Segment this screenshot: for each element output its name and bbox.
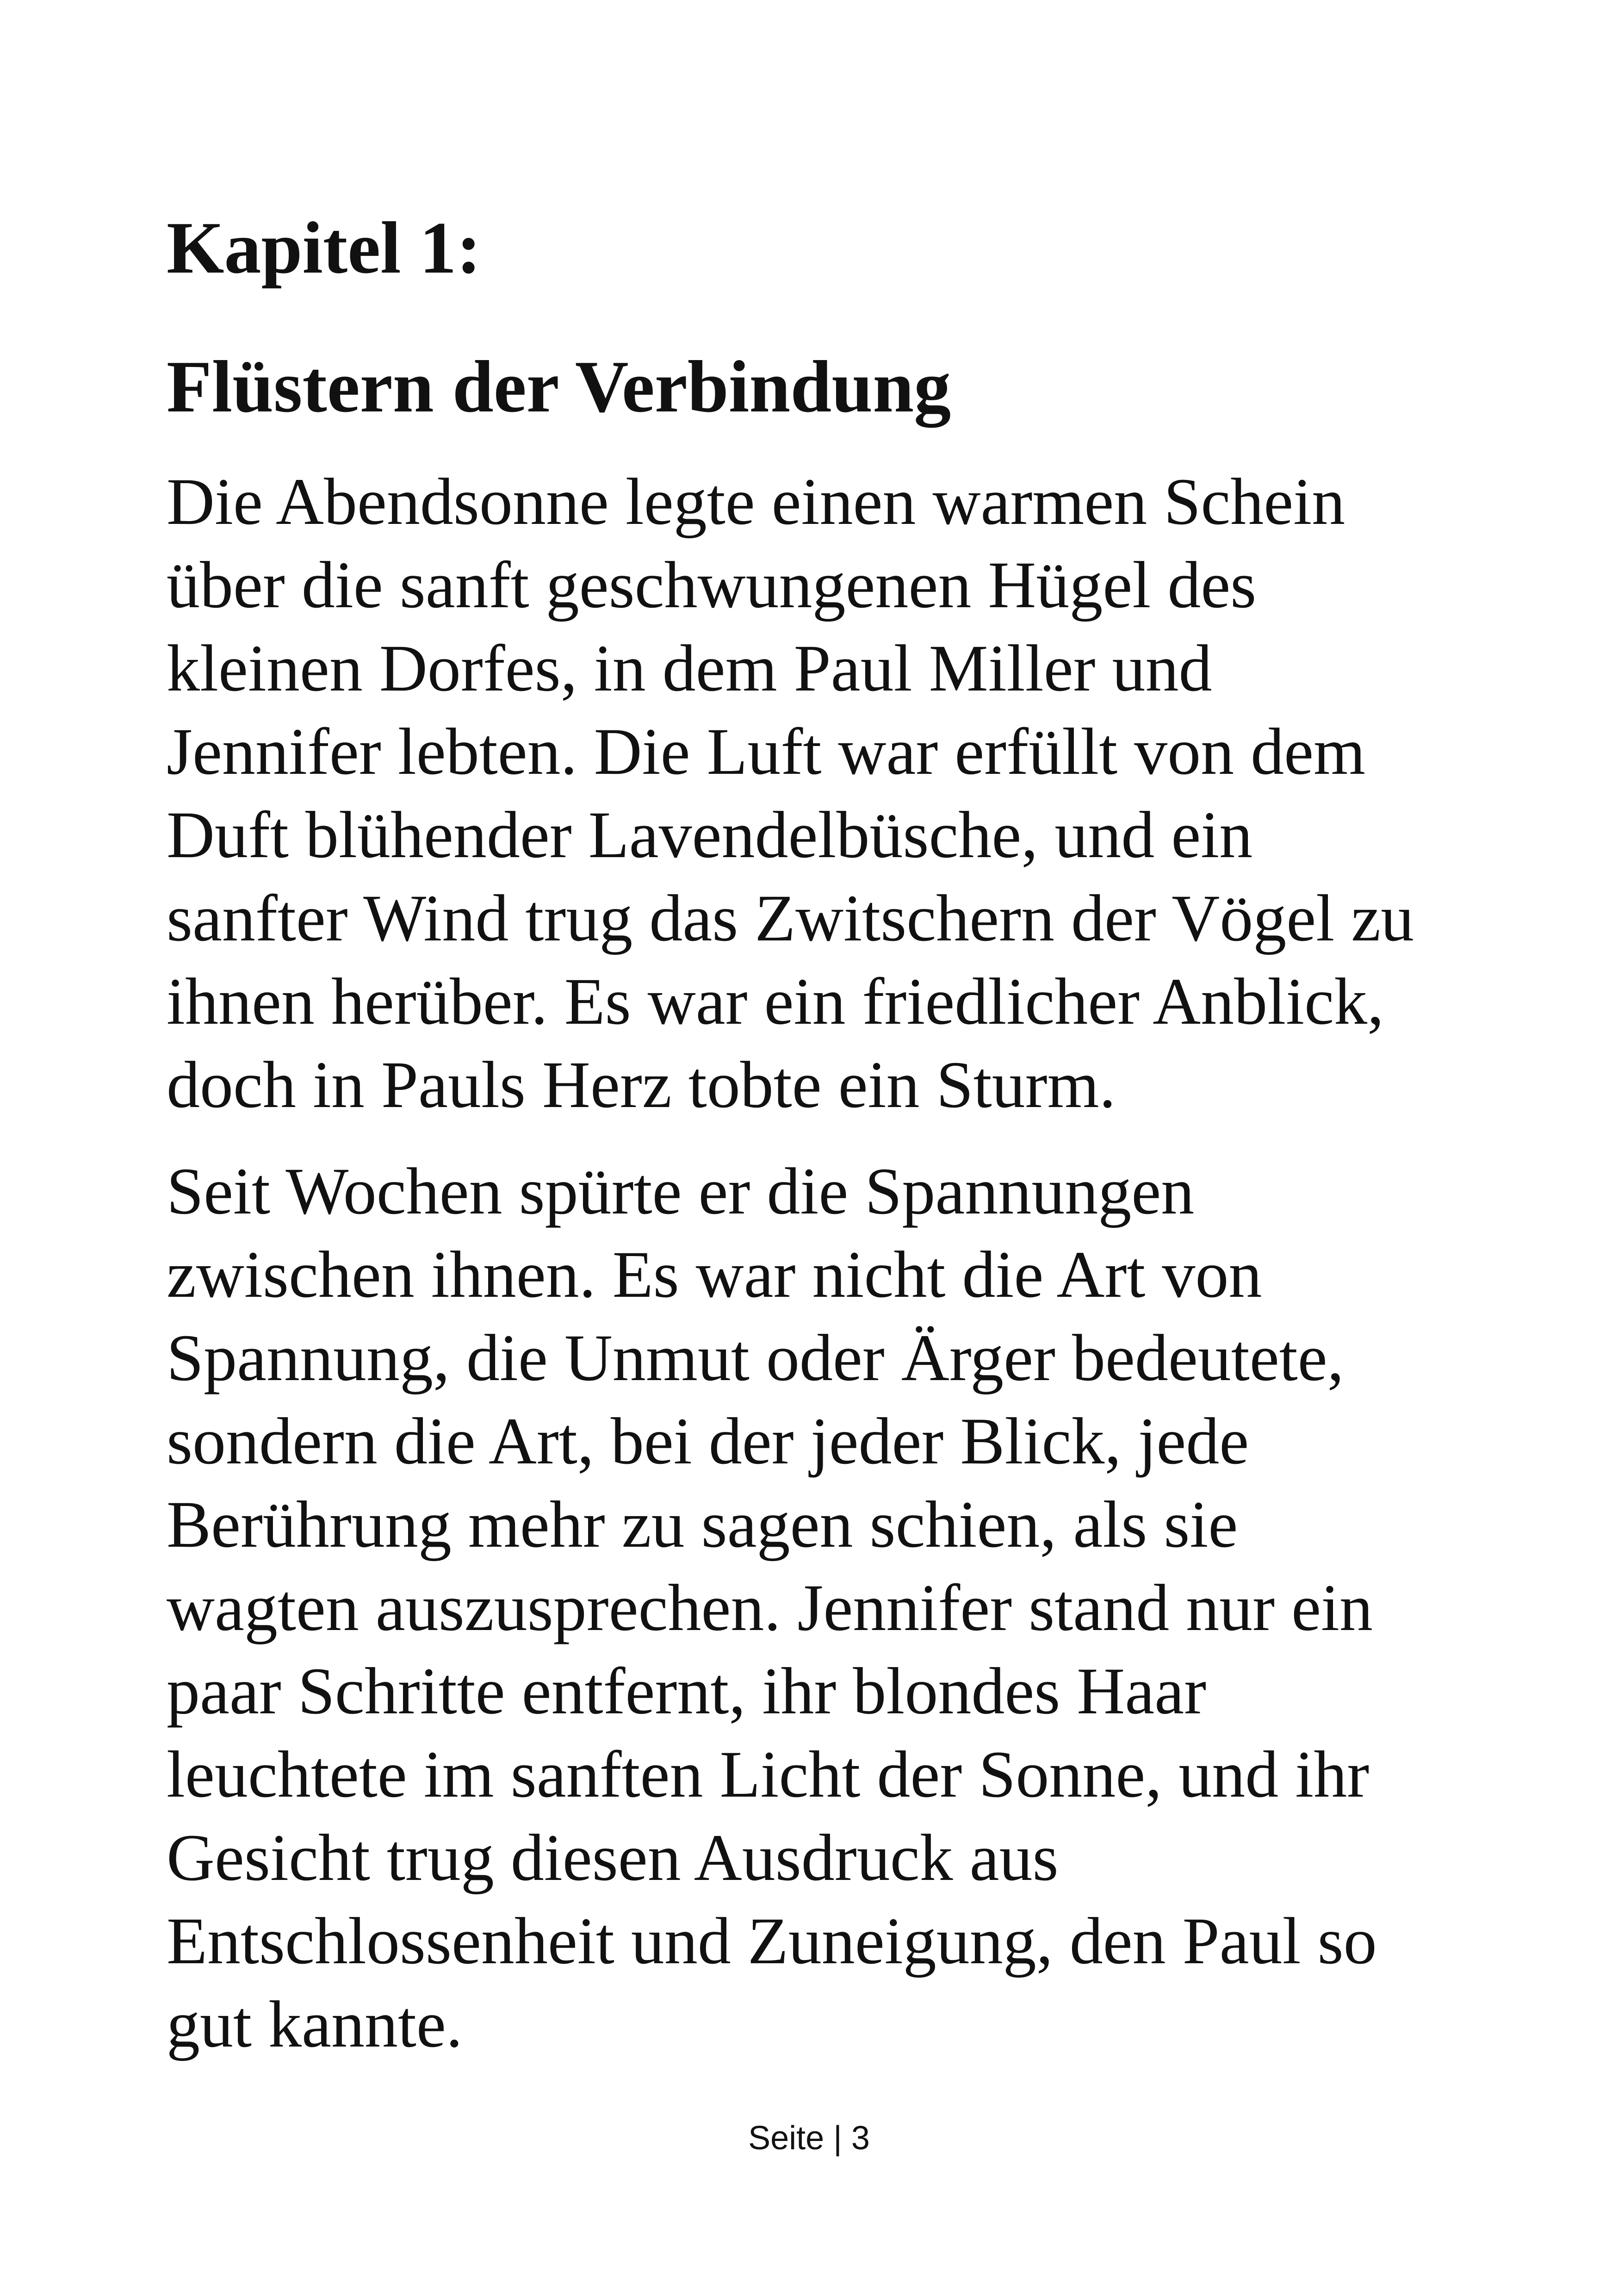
text-line: Seit Wochen spürte er die Spannungen [167,1155,1195,1228]
text-line: wagten auszusprechen. Jennifer stand nur ein [167,1571,1373,1645]
text-line: doch in Pauls Herz tobte ein Sturm. [167,1048,1116,1122]
text-line: leuchtete im sanften Licht der Sonne, und ihr [167,1738,1370,1811]
text-line: paar Schritte entfernt, ihr blondes Haar [167,1655,1207,1728]
page-content [167,178,1471,2066]
text-line: kleinen Dorfes, in dem Paul Miller und [167,632,1212,705]
text-line: Spannung, die Unmut oder Ärger bedeutete, [167,1321,1344,1395]
text-line: sanfter Wind trug das Zwitschern der Vögel zu [167,882,1414,955]
chapter-heading [167,178,1471,456]
text-line: Jennifer lebten. Die Luft war erfüllt von dem [167,715,1366,789]
text-line: Berührung mehr zu sagen schien, als sie [167,1488,1238,1562]
text-line: zwischen ihnen. Es war nicht die Art von [167,1238,1262,1312]
text-line: über die sanft geschwungenen Hügel des [167,548,1257,622]
paragraph-1 [167,460,1471,1127]
paragraph-2 [167,1150,1471,2066]
text-line: sondern die Art, bei der jeder Blick, jede [167,1405,1249,1478]
text-line: Duft blühender Lavendelbüsche, und ein [167,798,1253,872]
chapter-title: Flüstern der Verbindung [167,345,951,428]
text-line: Die Abendsonne legte einen warmen Schein [167,465,1345,539]
text-line: gut kannte. [167,1988,463,2061]
text-line: Gesicht trug diesen Ausdruck aus [167,1821,1059,1895]
chapter-number: Kapitel 1: [167,206,481,289]
page-number-footer: Seite | 3 [748,2120,870,2157]
text-line: Entschlossenheit und Zuneigung, den Paul so [167,1904,1377,1978]
text-line: ihnen herüber. Es war ein friedlicher Anblick, [167,965,1384,1039]
